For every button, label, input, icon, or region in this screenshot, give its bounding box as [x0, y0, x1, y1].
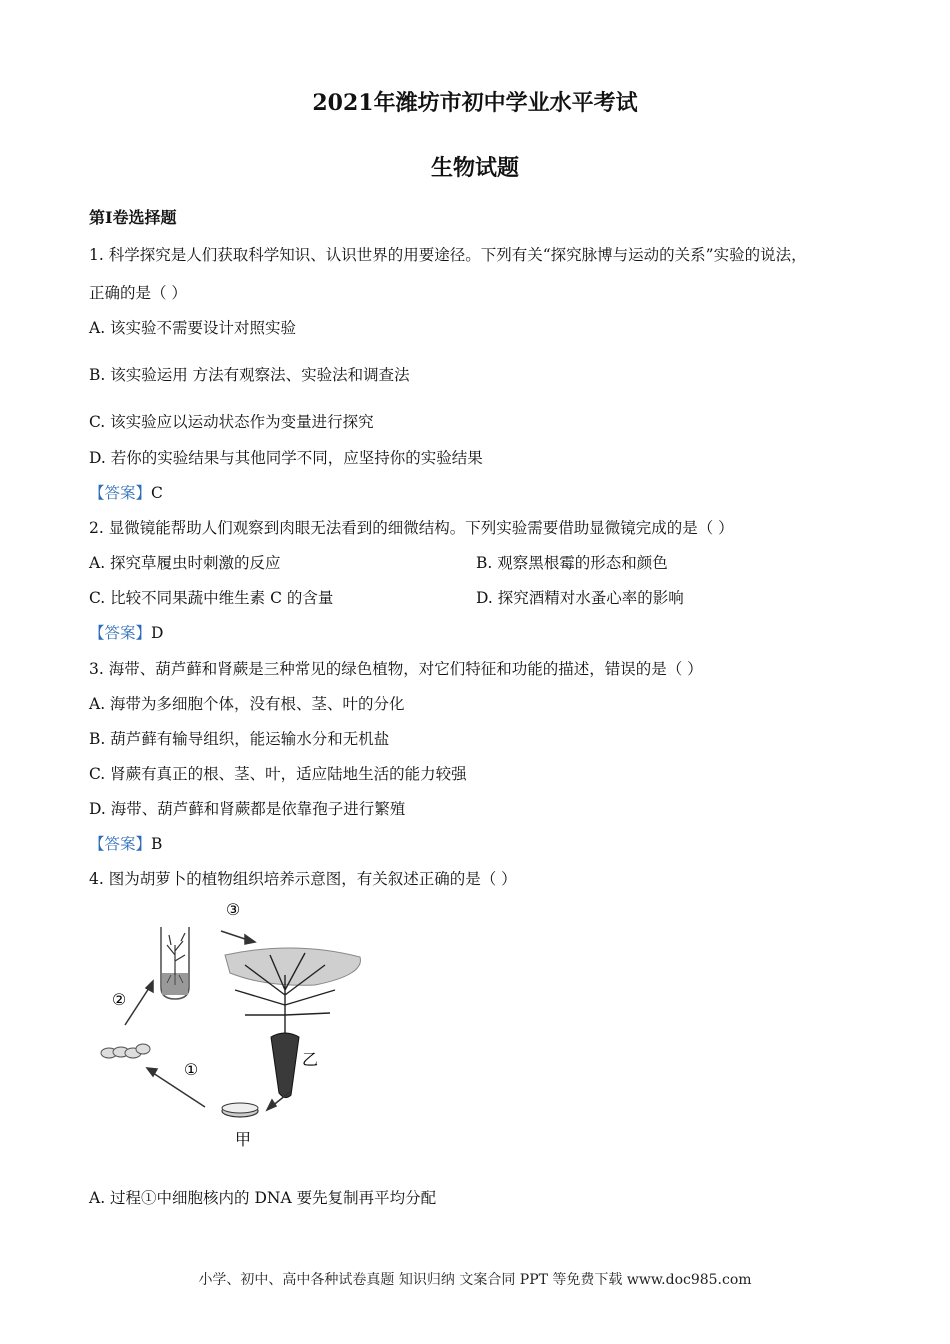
- q2-option-b: B. 观察黑根霉的形态和颜色: [476, 554, 668, 572]
- q3-option-d: D. 海带、葫芦藓和肾蕨都是依靠孢子进行繁殖: [89, 800, 406, 818]
- q1-option-d: D. 若你的实验结果与其他同学不同，应坚持你的实验结果: [89, 449, 483, 467]
- q1-option-c: C. 该实验应以运动状态作为变量进行探究: [89, 413, 374, 431]
- label-step2: ②: [111, 990, 127, 1009]
- q3-answer: [89, 832, 162, 854]
- label-step3: ③: [225, 900, 241, 919]
- carrot-plant-icon: [225, 948, 360, 1098]
- q1-option-a: A. 该实验不需要设计对照实验: [89, 319, 297, 337]
- cell-cluster-icon: [101, 1044, 150, 1058]
- answer-label: 【答案】: [89, 835, 152, 853]
- q1-stem-line2: 正确的是（ ）: [89, 284, 187, 302]
- q2-stem: 2. 显微镜能帮助人们观察到肉眼无法看到的细微结构。下列实验需要借助显微镜完成的是（ ）: [89, 519, 734, 537]
- label-step1: ①: [183, 1060, 199, 1079]
- q3-option-c: C. 肾蕨有真正的根、茎、叶，适应陆地生活的能力较强: [89, 765, 467, 783]
- section-heading: 第I卷选择题: [89, 208, 177, 227]
- q2-option-a: A. 探究草履虫时刺激的反应: [89, 554, 281, 572]
- q3-option-a: A. 海带为多细胞个体，没有根、茎、叶的分化: [89, 695, 405, 713]
- q2-answer: [89, 621, 163, 643]
- arrow-step3-head: [245, 935, 255, 944]
- q3-option-b: B. 葫芦藓有输导组织，能运输水分和无机盐: [89, 730, 390, 748]
- exam-title: 2021年潍坊市初中学业水平考试: [312, 90, 638, 116]
- q4-stem: 4. 图为胡萝卜的植物组织培养示意图，有关叙述正确的是（ ）: [89, 870, 517, 888]
- tissue-culture-figure: [95, 895, 385, 1155]
- answer-label: 【答案】: [89, 624, 152, 642]
- q2-answer-value: D: [151, 624, 164, 642]
- arrow-step2: [125, 985, 151, 1025]
- q4-option-a: A. 过程①中细胞核内的 DNA 要先复制再平均分配: [89, 1189, 437, 1207]
- test-tube-icon: [161, 927, 189, 999]
- arrow-to-dish-head: [267, 1100, 276, 1110]
- page-footer: 小学、初中、高中各种试卷真题 知识归纳 文案合同 PPT 等免费下载 www.doc985.com: [198, 1272, 752, 1288]
- q3-stem: 3. 海带、葫芦藓和肾蕨是三种常见的绿色植物，对它们特征和功能的描述，错误的是（ ）: [89, 660, 703, 678]
- subject-title: 生物试题: [430, 155, 519, 181]
- q1-answer: [89, 481, 163, 503]
- q3-answer-value: B: [151, 835, 163, 853]
- label-yi: 乙: [301, 1050, 319, 1069]
- q2-option-d: D. 探究酒精对水蚤心率的影响: [476, 589, 684, 607]
- label-jia: 甲: [234, 1130, 252, 1149]
- q1-stem-line1: 1. 科学探究是人们获取科学知识、认识世界的用要途径。下列有关“探究脉博与运动的关系”实验的说法，: [89, 246, 807, 264]
- q1-answer-value: C: [151, 484, 163, 502]
- q2-option-c: C. 比较不同果蔬中维生素 C 的含量: [89, 589, 334, 607]
- q1-option-b: B. 该实验运用 方法有观察法、实验法和调查法: [89, 366, 410, 384]
- petri-dish-icon: [222, 1103, 258, 1117]
- answer-label: 【答案】: [89, 484, 152, 502]
